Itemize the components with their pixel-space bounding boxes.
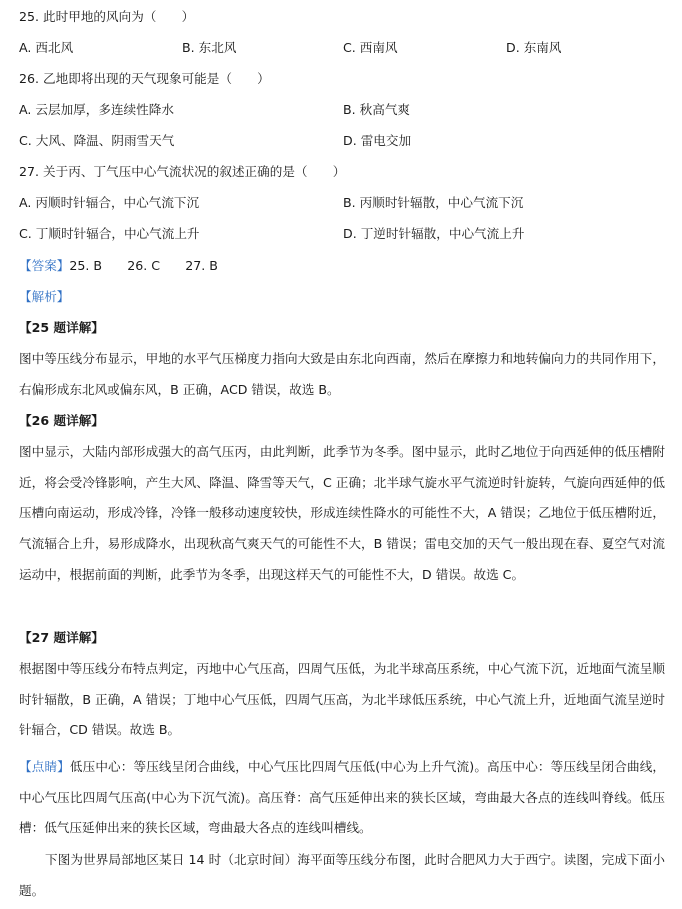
answer-text: 25. B 26. C 27. B (69, 258, 218, 273)
detail-27-text: 根据图中等压线分布特点判定，丙地中心气压高，四周气压低，为北半球高压系统，中心气流下沉，近地面气流呈顺时针辐散，B 正确，A 错误；丁地中心气压低，四周气压高，为北半球低压系统，中心气流上升，近地面气流呈逆时针辐合，CD 错误。故选 B。 (19, 661, 665, 738)
detail-26-title: 【26 题详解】 (19, 413, 104, 428)
q27-option-a: A. 丙顺时针辐合，中心气流下沉 (19, 195, 200, 210)
detail-25-title: 【25 题详解】 (19, 320, 104, 335)
q25-option-b: B. 东北风 (182, 40, 237, 55)
q27-option-c: C. 丁顺时针辐合，中心气流上升 (19, 226, 200, 241)
detail-27-title: 【27 题详解】 (19, 630, 104, 645)
detail-25-text: 图中等压线分布显示，甲地的水平气压梯度力指向大致是由东北向西南，然后在摩擦力和地转偏向力的共同作用下，右偏形成东北风或偏东风，B 正确，ACD 错误，故选 B。 (19, 351, 665, 397)
q27-option-d: D. 丁逆时针辐散，中心气流上升 (343, 226, 525, 241)
q25-option-d: D. 东南风 (506, 40, 562, 55)
tip-paragraph (19, 752, 665, 844)
q25-option-c: C. 西南风 (343, 40, 398, 55)
q27-option-b: B. 丙顺时针辐散，中心气流下沉 (343, 195, 524, 210)
answer-label: 【答案】 (19, 258, 70, 273)
question-26-stem: 26. 乙地即将出现的天气现象可能是（ ） (19, 71, 270, 86)
tip-label: 【点睛】 (19, 759, 70, 774)
q26-option-b: B. 秋高气爽 (343, 102, 411, 117)
tip-text: 低压中心：等压线呈闭合曲线，中心气压比四周气压低(中心为上升气流)。高压中心：等压线呈闭合曲线，中心气压比四周气压高(中心为下沉气流)。高压脊：高气压延伸出来的狭长区域，弯曲最大各点的连线叫脊线。低压槽：低气压延伸出来的狭长区域，弯曲最大各点的连线叫槽线。 (19, 759, 666, 836)
question-27-stem: 27. 关于丙、丁气压中心气流状况的叙述正确的是（ ） (19, 164, 346, 179)
question-25-stem: 25. 此时甲地的风向为（ ） (19, 9, 195, 24)
answer-line (19, 257, 218, 275)
q25-option-a: A. 西北风 (19, 40, 74, 55)
q26-option-d: D. 雷电交加 (343, 133, 412, 148)
analysis-label: 【解析】 (19, 289, 70, 304)
detail-26-text: 图中显示，大陆内部形成强大的高气压丙，由此判断，此季节为冬季。图中显示，此时乙地位于向西延伸的低压槽附近，将会受冷锋影响，产生大风、降温、降雪等天气，C 正确；北半球气旋水平气流逆时针旋转，气旋向西延伸的低压槽向南运动，形成冷锋，冷锋一般移动速度较快，形成连续性降水的可能性不大，A 错误；乙地位于低压槽附近，气流辐合上升，易形成降水，出现秋高气爽天气的可能性不大，B 错误；雷电交加的天气一般出现在春、夏空气对流运动中，根据前面的判断，此季节为冬季，出现这样天气的可能性不大，D 错误。故选 C。 (19, 444, 665, 582)
q26-option-a: A. 云层加厚，多连续性降水 (19, 102, 174, 117)
next-group-intro: 下图为世界局部地区某日 14 时（北京时间）海平面等压线分布图，此时合肥风力大于西宁。读图，完成下面小题。 (19, 852, 665, 898)
q26-option-c: C. 大风、降温、阴雨雪天气 (19, 133, 175, 148)
